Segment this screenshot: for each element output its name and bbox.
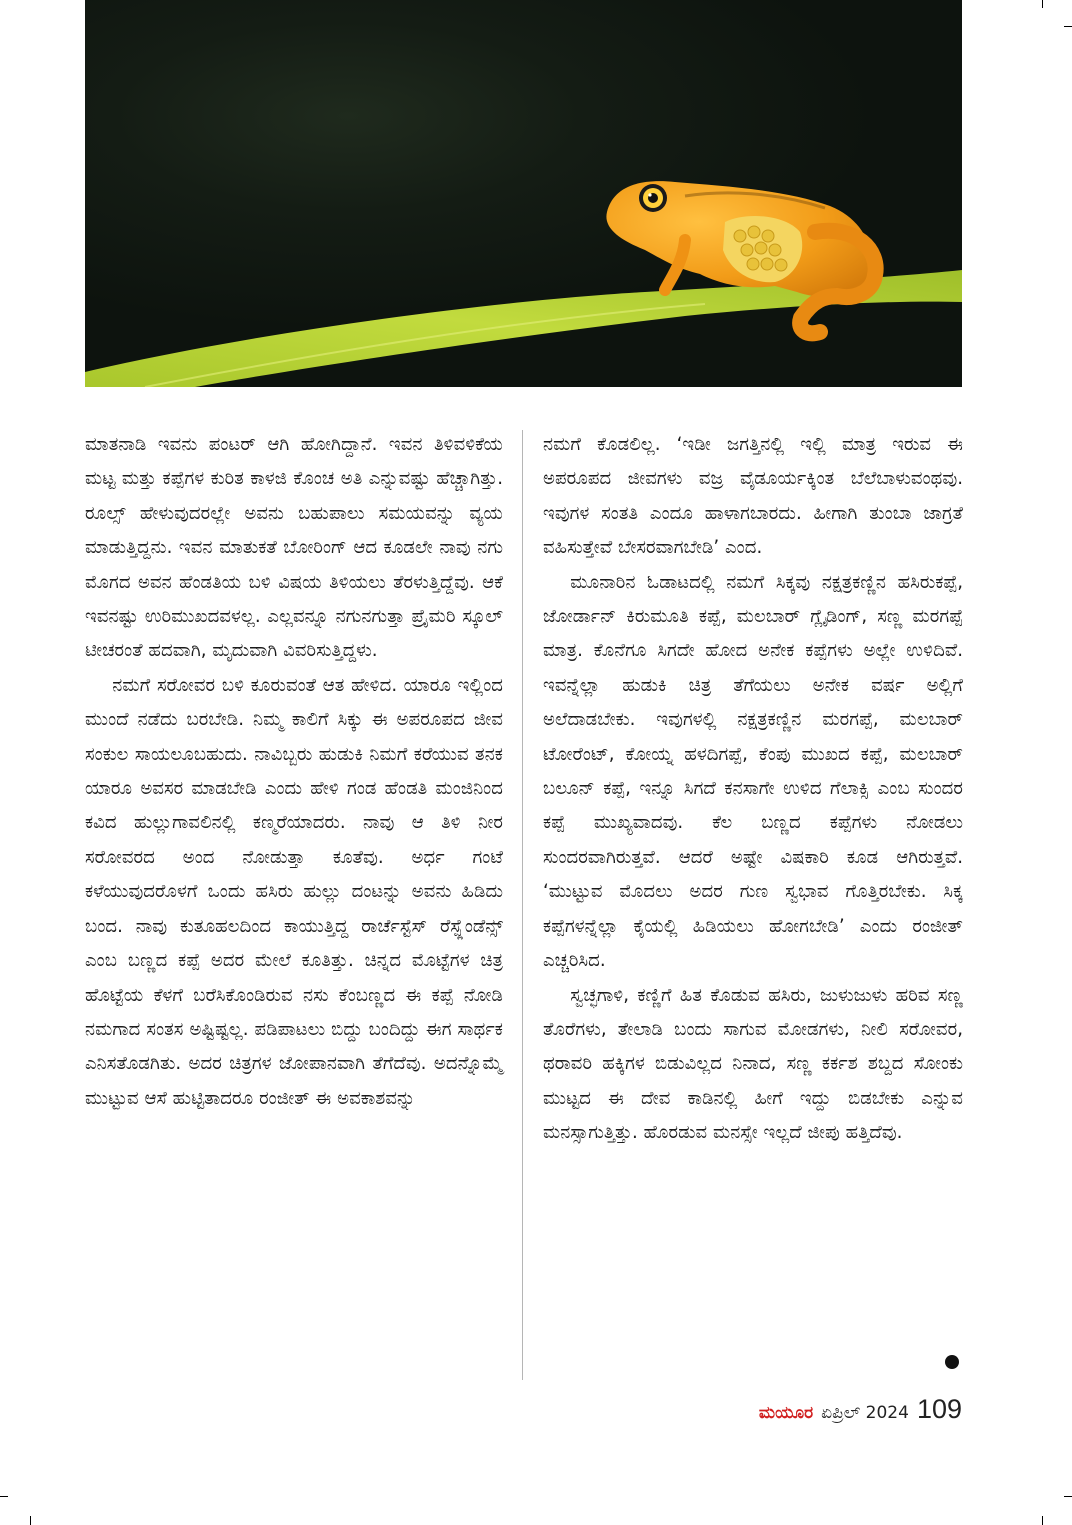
- crop-mark: [1064, 26, 1072, 27]
- frog-photo: [85, 0, 962, 387]
- frog-on-leaf-photo-icon: [85, 0, 962, 387]
- paragraph: ಮೂನಾರಿನ ಓಡಾಟದಲ್ಲಿ ನಮಗೆ ಸಿಕ್ಕವು ನಕ್ಷತ್ರಕಣ್ಣಿನ ಹಸಿರುಕಪ್ಪೆ, ಜೋರ್ಡಾನ್ ಕಿರುಮೂತಿ ಕಪ್ಪೆ, ಮಲಬಾರ್ ಗ್ಲೈಡಿಂಗ್, ಸಣ್ಣ ಮರಗಪ್ಪೆ ಮಾತ್ರ. ಕೊನೆಗೂ ಸಿಗದೇ ಹೋದ ಅನೇಕ ಕಪ್ಪೆಗಳು ಅಲ್ಲೇ ಉಳಿದಿವೆ. ಇವನ್ನೆಲ್ಲಾ ಹುಡುಕಿ ಚಿತ್ರ ತೆಗೆಯಲು ಅನೇಕ ವರ್ಷ ಅಲ್ಲಿಗೆ ಅಲೆದಾಡಬೇಕು. ಇವುಗಳಲ್ಲಿ ನಕ್ಷತ್ರಕಣ್ಣಿನ ಮರಗಪ್ಪೆ, ಮಲಬಾರ್ ಟೋರೆಂಟ್, ಕೋಯ್ನ ಹಳದಿಗಪ್ಪೆ, ಕೆಂಪು ಮುಖದ ಕಪ್ಪೆ, ಮಲಬಾರ್ ಬಲೂನ್ ಕಪ್ಪೆ, ಇನ್ನೂ ಸಿಗದೆ ಕನಸಾಗೇ ಉಳಿದ ಗೆಲಾಕ್ಸಿ ಎಂಬ ಸುಂದರ ಕಪ್ಪೆ ಮುಖ್ಯವಾದವು. ಕೆಲ ಬಣ್ಣದ ಕಪ್ಪೆಗಳು ನೋಡಲು ಸುಂದರವಾಗಿರುತ್ತವೆ. ಆದರೆ ಅಷ್ಟೇ ವಿಷಕಾರಿ ಕೂಡ ಆಗಿರುತ್ತವೆ. ‘ಮುಟ್ಟುವ ಮೊದಲು ಅದರ ಗುಣ ಸ್ವಭಾವ ಗೊತ್ತಿರಬೇಕು. ಸಿಕ್ಕ ಕಪ್ಪೆಗಳನ್ನೆಲ್ಲಾ ಕೈಯಲ್ಲಿ ಹಿಡಿಯಲು ಹೋಗಬೇಡಿ’ ಎಂದು ರಂಜೀತ್ ಎಚ್ಚರಿಸಿದ.: [543, 571, 963, 972]
- paragraph: ಮಾತನಾಡಿ ಇವನು ಪಂಟರ್ ಆಗಿ ಹೋಗಿದ್ದಾನೆ. ಇವನ ತಿಳಿವಳಿಕೆಯ ಮಟ್ಟ ಮತ್ತು ಕಪ್ಪೆಗಳ ಕುರಿತ ಕಾಳಜಿ ಕೊಂಚ ಅತಿ ಎನ್ನುವಷ್ಟು ಹೆಚ್ಚಾಗಿತ್ತು. ರೂಲ್ಸ್ ಹೇಳುವುದರಲ್ಲೇ ಅವನು ಬಹುಪಾಲು ಸಮಯವನ್ನು ವ್ಯಯ ಮಾಡುತ್ತಿದ್ದನು. ಇವನ ಮಾತುಕತೆ ಬೋರಿಂಗ್ ಆದ ಕೂಡಲೇ ನಾವು ನಗು ಮೊಗದ ಅವನ ಹೆಂಡತಿಯ ಬಳಿ ವಿಷಯ ತಿಳಿಯಲು ತೆರಳುತ್ತಿದ್ದೆವು. ಆಕೆ ಇವನಷ್ಟು ಉರಿಮುಖದವಳಲ್ಲ. ಎಲ್ಲವನ್ನೂ ನಗುನಗುತ್ತಾ ಪ್ರೈಮರಿ ಸ್ಕೂಲ್ ಟೀಚರಂತೆ ಹದವಾಗಿ, ಮೃದುವಾಗಿ ವಿವರಿಸುತ್ತಿದ್ದಳು.: [85, 434, 503, 662]
- article-column-right: [543, 428, 963, 1151]
- paragraph: ನಮಗೆ ಕೊಡಲಿಲ್ಲ. ‘ಇಡೀ ಜಗತ್ತಿನಲ್ಲಿ ಇಲ್ಲಿ ಮಾತ್ರ ಇರುವ ಈ ಅಪರೂಪದ ಜೀವಗಳು ವಜ್ರ ವೈಡೂರ್ಯಕ್ಕಿಂತ ಬೆಲೆಬಾಳುವಂಥವು. ಇವುಗಳ ಸಂತತಿ ಎಂದೂ ಹಾಳಾಗಬಾರದು. ಹೀಗಾಗಿ ತುಂಬಾ ಜಾಗ್ರತೆ ವಹಿಸುತ್ತೇವೆ ಬೇಸರವಾಗಬೇಡಿ’ ಎಂದ.: [543, 434, 963, 559]
- paragraph: ನಮಗೆ ಸರೋವರ ಬಳಿ ಕೂರುವಂತೆ ಆತ ಹೇಳಿದ. ಯಾರೂ ಇಲ್ಲಿಂದ ಮುಂದೆ ನಡೆದು ಬರಬೇಡಿ. ನಿಮ್ಮ ಕಾಲಿಗೆ ಸಿಕ್ಕು ಈ ಅಪರೂಪದ ಜೀವ ಸಂಕುಲ ಸಾಯಲೂಬಹುದು. ನಾವಿಬ್ಬರು ಹುಡುಕಿ ನಿಮಗೆ ಕರೆಯುವ ತನಕ ಯಾರೂ ಅವಸರ ಮಾಡಬೇಡಿ ಎಂದು ಹೇಳಿ ಗಂಡ ಹೆಂಡತಿ ಮಂಜಿನಿಂದ ಕವಿದ ಹುಲ್ಲುಗಾವಲಿನಲ್ಲಿ ಕಣ್ಮರೆಯಾದರು. ನಾವು ಆ ತಿಳಿ ನೀರ ಸರೋವರದ ಅಂದ ನೋಡುತ್ತಾ ಕೂತೆವು. ಅರ್ಧ ಗಂಟೆ ಕಳೆಯುವುದರೊಳಗೆ ಒಂದು ಹಸಿರು ಹುಲ್ಲು ದಂಟನ್ನು ಅವನು ಹಿಡಿದು ಬಂದ. ನಾವು ಕುತೂಹಲದಿಂದ ಕಾಯುತ್ತಿದ್ದ ರಾರ್ಚೆಸ್ಟೆಸ್ ರೆಸ್ಪ್ಲೆಂಡೆನ್ಸ್ ಎಂಬ ಬಣ್ಣದ ಕಪ್ಪೆ ಅದರ ಮೇಲೆ ಕೂತಿತ್ತು. ಚಿನ್ನದ ಮೊಟ್ಟೆಗಳ ಚಿತ್ರ ಹೊಟ್ಟೆಯ ಕೆಳಗೆ ಬರೆಸಿಕೊಂಡಿರುವ ನಸು ಕೆಂಬಣ್ಣದ ಈ ಕಪ್ಪೆ ನೋಡಿ ನಮಗಾದ ಸಂತಸ ಅಷ್ಟಿಷ್ಟಲ್ಲ. ಪಡಿಪಾಟಲು ಬಿದ್ದು ಬಂದಿದ್ದು ಈಗ ಸಾರ್ಥಕ ಎನಿಸತೊಡಗಿತು. ಅದರ ಚಿತ್ರಗಳ ಜೋಪಾನವಾಗಿ ತೆಗೆದೆವು. ಅದನ್ನೊಮ್ಮೆ ಮುಟ್ಟುವ ಆಸೆ ಹುಟ್ಟಿತಾದರೂ ರಂಜೀತ್ ಈ ಅವಕಾಶವನ್ನು: [85, 674, 503, 1109]
- page-number: 109: [916, 1394, 962, 1424]
- crop-mark: [1042, 1516, 1043, 1525]
- issue-date: ಏಪ್ರಿಲ್ 2024: [821, 1403, 909, 1423]
- end-of-article-bullet-icon: [945, 1355, 959, 1369]
- crop-mark: [30, 1516, 31, 1525]
- paragraph: ಸ್ವಚ್ಛಗಾಳಿ, ಕಣ್ಣಿಗೆ ಹಿತ ಕೊಡುವ ಹಸಿರು, ಜುಳುಜುಳು ಹರಿವ ಸಣ್ಣ ತೊರೆಗಳು, ತೇಲಾಡಿ ಬಂದು ಸಾಗುವ ಮೋಡಗಳು, ನೀಲಿ ಸರೋವರ, ಥರಾವರಿ ಹಕ್ಕಿಗಳ ಬಿಡುವಿಲ್ಲದ ನಿನಾದ, ಸಣ್ಣ ಕರ್ಕಶ ಶಬ್ದದ ಸೋಂಕು ಮುಟ್ಟದ ಈ ದೇವ ಕಾಡಿನಲ್ಲಿ ಹೀಗೆ ಇದ್ದು ಬಿಡಬೇಕು ಎನ್ನುವ ಮನಸ್ಸಾಗುತ್ತಿತ್ತು. ಹೊರಡುವ ಮನಸ್ಸೇ ಇಲ್ಲದೆ ಜೀಪು ಹತ್ತಿದೆವು.: [543, 984, 963, 1144]
- magazine-brand: ಮಯೂರ: [758, 1403, 814, 1423]
- crop-mark: [0, 1496, 8, 1497]
- column-divider: [522, 430, 523, 1380]
- article-column-left: [85, 428, 503, 1116]
- crop-mark: [1042, 0, 1043, 8]
- crop-mark: [1064, 1496, 1072, 1497]
- page-footer: [759, 1394, 962, 1425]
